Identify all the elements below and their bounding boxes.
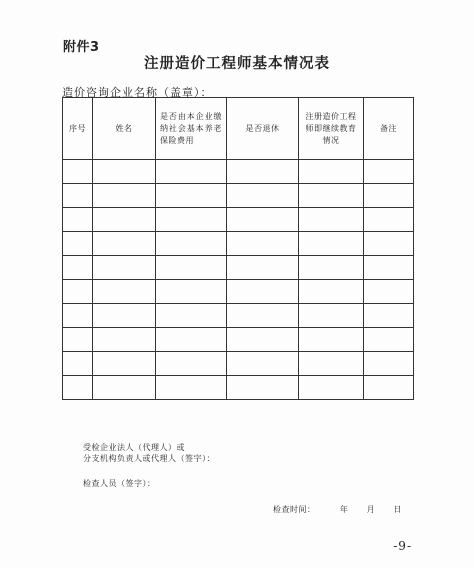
table-cell [156, 376, 227, 400]
table-cell [299, 184, 364, 208]
header-pension-insurance: 是否由本企业缴纳社会基本养老保险费用 [156, 98, 227, 160]
table-cell [364, 280, 414, 304]
table-cell [227, 160, 299, 184]
attachment-label: 附件3 [63, 40, 100, 55]
table-row [63, 328, 414, 352]
page-number: -9- [393, 539, 412, 553]
table-cell [63, 184, 93, 208]
table-cell [299, 232, 364, 256]
table-cell [227, 256, 299, 280]
table-cell [227, 280, 299, 304]
table-cell [93, 160, 156, 184]
page-title: 注册造价工程师基本情况表 [144, 56, 330, 72]
table-cell [364, 160, 414, 184]
engineer-info-table [62, 97, 414, 400]
header-remarks: 备注 [364, 98, 414, 160]
table-cell [63, 208, 93, 232]
table-cell [364, 328, 414, 352]
table-cell [299, 256, 364, 280]
table-cell [364, 376, 414, 400]
table-cell [63, 160, 93, 184]
table-cell [227, 376, 299, 400]
table-cell [63, 352, 93, 376]
table-cell [364, 304, 414, 328]
table-cell [364, 184, 414, 208]
header-name: 姓名 [93, 98, 156, 160]
table-row [63, 160, 414, 184]
table-cell [156, 232, 227, 256]
table-cell [63, 256, 93, 280]
table-row [63, 256, 414, 280]
check-time-label: 检查时间： 年 月 日 [273, 505, 402, 514]
table-cell [93, 376, 156, 400]
legal-representative-signature-label: 受检企业法人（代理人）或 [83, 443, 185, 452]
table-cell [156, 304, 227, 328]
table-cell [93, 256, 156, 280]
table-row [63, 352, 414, 376]
table-cell [63, 328, 93, 352]
table-cell [364, 352, 414, 376]
table-cell [93, 280, 156, 304]
table-row [63, 208, 414, 232]
table-cell [227, 232, 299, 256]
table-cell [63, 280, 93, 304]
table-cell [156, 280, 227, 304]
table-cell [63, 304, 93, 328]
table-body [63, 160, 414, 400]
table-cell [93, 352, 156, 376]
company-name-label: 造价咨询企业名称（盖章）： [62, 86, 213, 99]
table-cell [93, 304, 156, 328]
table-row [63, 280, 414, 304]
table-cell [93, 208, 156, 232]
table-cell [156, 256, 227, 280]
table-cell [299, 208, 364, 232]
table-cell [63, 232, 93, 256]
table-cell [63, 376, 93, 400]
table-cell [227, 328, 299, 352]
table-row [63, 232, 414, 256]
table-cell [93, 232, 156, 256]
table-header-row [63, 98, 414, 160]
table-cell [93, 328, 156, 352]
table-row [63, 304, 414, 328]
header-serial-number: 序号 [63, 98, 93, 160]
branch-representative-signature-label: 分支机构负责人或代理人（签字）： [83, 454, 215, 463]
table-cell [299, 160, 364, 184]
table-cell [227, 184, 299, 208]
table-cell [299, 328, 364, 352]
table-cell [156, 328, 227, 352]
table-row [63, 184, 414, 208]
table-cell [364, 232, 414, 256]
header-retired: 是否退休 [227, 98, 299, 160]
header-continuing-education: 注册造价工程师即继续教育情况 [299, 98, 364, 160]
table-cell [364, 256, 414, 280]
table-cell [227, 304, 299, 328]
table-cell [93, 184, 156, 208]
inspector-signature-label: 检查人员（签字）： [83, 479, 156, 488]
table-cell [227, 208, 299, 232]
table-cell [299, 352, 364, 376]
table-cell [156, 352, 227, 376]
table-cell [299, 280, 364, 304]
table-cell [156, 184, 227, 208]
table-cell [156, 208, 227, 232]
table-cell [156, 160, 227, 184]
table-cell [364, 208, 414, 232]
table-cell [299, 376, 364, 400]
table-row [63, 376, 414, 400]
table-cell [299, 304, 364, 328]
table-cell [227, 352, 299, 376]
